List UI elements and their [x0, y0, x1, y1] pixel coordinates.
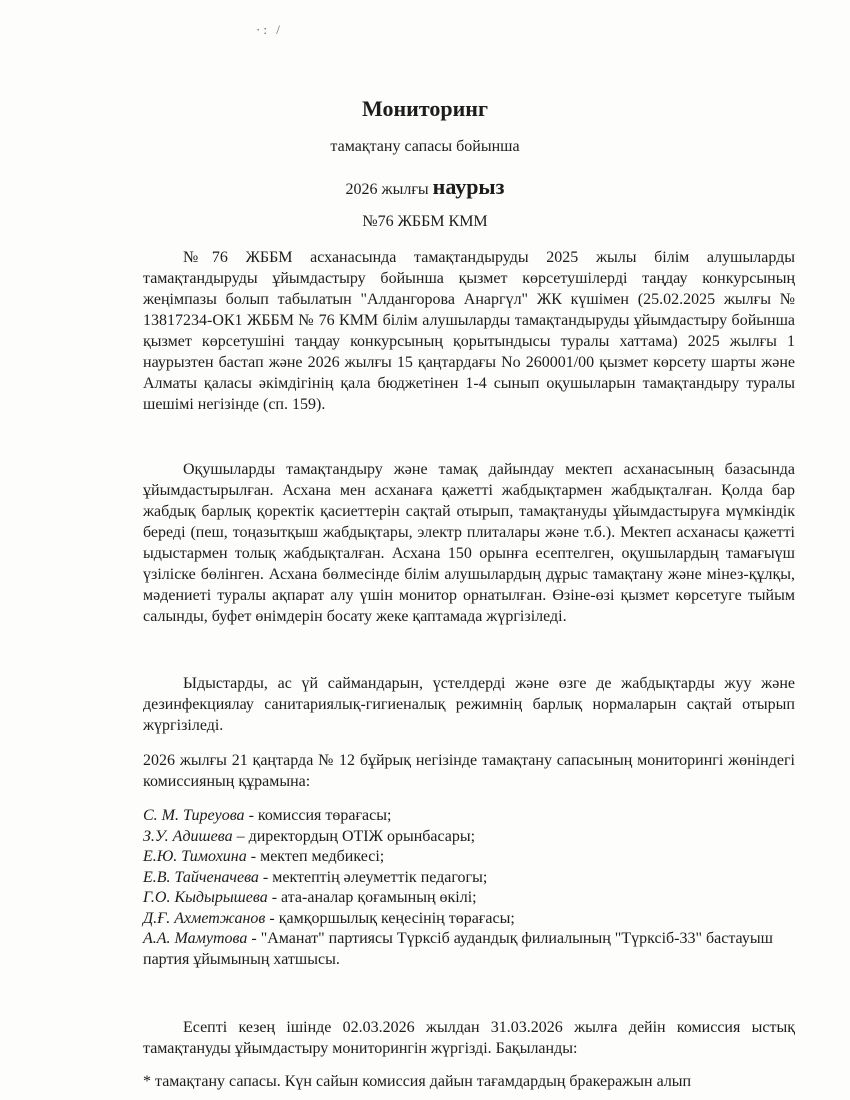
- member-role: – директордың ОТІЖ орынбасары;: [232, 827, 476, 845]
- member-name: Г.О. Кыдырышева: [143, 889, 268, 906]
- report-period: [0, 174, 850, 200]
- member-role: - мектеп медбикесі;: [246, 848, 385, 865]
- commission-members-list: [143, 806, 798, 970]
- member-name: Е.В. Тайченачева: [143, 868, 259, 886]
- paragraph-canteen: Оқушыларды тамақтандыру және тамақ дайындау мектеп асханасының базасында ұйымдастырылған. Асхана мен асханаға қажетті жабдықтармен жабдықталған. Қолда бар жабдық барлық қоректік қасиеттерін сақтай отырып, тамақтануды ұйымдастыруға мүмкіндік береді (пеш, тоңазытқыш жабдықтары, электр плиталары және т.б.). Мектеп асханасы қажетті ыдыстармен толық жабдықталған. Асхана 150 орынға есептелген, оқушылардың тамағыүш үзіліске бөлінген. Асхана бөлмесінде білім алушылардың дұрыс тамақтану және мінез-құлқы, мәдениеті туралы ақпарат алу үшін монитор орнатылған. Өзіне-өзі қызмет көрсетуге тыйым салынды, буфет өнімдерін босату жеке қаптамада жүргізіледі.: [143, 461, 795, 625]
- commission-member: [143, 827, 798, 848]
- paragraph-monitoring-period: Есепті кезең ішінде 02.03.2026 жылдан 31.03.2026 жылға дейін комиссия ыстық тамақтануды ұйымдастыру мониторингін жүргізді. Бақыланды:: [143, 1019, 795, 1057]
- paragraph-commission-order: 2026 жылғы 21 қаңтарда № 12 бұйрық негізінде тамақтану сапасының мониторингі жөніндегі комиссияның құрамына:: [143, 752, 795, 790]
- commission-member: [143, 909, 798, 930]
- member-name: С. М. Тиреуова: [143, 807, 245, 824]
- commission-member: [143, 806, 798, 827]
- school-name: №76 ЖББМ КММ: [362, 213, 488, 230]
- commission-member: [143, 929, 798, 970]
- paragraph-sanitation: Ыдыстарды, ас үй саймандарын, үстелдерді және өзге де жабдықтарды жуу және дезинфекциялау санитариялық-гигиеналық режимнің барлық нормаларын сақтай отырып жүргізіледі.: [143, 675, 795, 734]
- member-role: - "Аманат" партиясы Түрксіб аудандық филиалының "Түрксіб-33" бастауыш партия ұйымының хатшысы.: [143, 930, 773, 968]
- member-name: А.А. Мамутова: [143, 930, 248, 947]
- commission-member: [143, 868, 798, 889]
- member-role: - мектептің әлеуметтік педагогы;: [258, 868, 488, 886]
- document-subtitle: тамақтану сапасы бойынша: [330, 138, 520, 155]
- member-name: З.У. Адишева: [143, 827, 233, 845]
- commission-member: [143, 888, 798, 909]
- period-month: наурыз: [432, 174, 505, 199]
- paragraph-contract: №76 ЖББМ асханасында тамақтандыруды 2025 жылы білім алушыларды тамақтандыруды ұйымдастыру бойынша қызмет көрсетушілерді таңдау конкурсының жеңімпазы болып табылатын "Алдангорова Анаргүл" ЖК күшімен (25.02.2025 жылғы № 13817234-ОК1 ЖББМ № 76 КММ білім алушыларды тамақтандыруды ұйымдастыру бойынша қызмет көрсетушіні таңдау конкурсының қорытындысы туралы хаттама) 2025 жылғы 1 наурызтен бастап және 2026 жылғы 15 қаңтардағы No 260001/00 қызмет көрсету шарты және Алматы қаласы әкімдігінің қала бюджетінен 1-4 сынып оқушыларын тамақтандыру туралы шешімі негізінде (сп. 159).: [143, 249, 795, 413]
- member-role: - ата-аналар қоғамының өкілі;: [267, 889, 477, 906]
- period-year: 2026 жылғы: [345, 181, 429, 198]
- commission-member: [143, 847, 798, 868]
- member-name: Е.Ю. Тимохина: [143, 848, 247, 865]
- paragraph-food-quality: * тамақтану сапасы. Күн сайын комиссия дайын тағамдардың бракеражын алып: [143, 1073, 692, 1090]
- scan-marks: ·: /: [256, 22, 283, 37]
- document-title: Мониторинг: [362, 96, 488, 121]
- member-role: - қамқоршылық кеңесінің төрағасы;: [265, 909, 515, 927]
- member-role: - комиссия төрағасы;: [244, 807, 392, 824]
- member-name: Д.Ғ. Ахметжанов: [143, 909, 266, 927]
